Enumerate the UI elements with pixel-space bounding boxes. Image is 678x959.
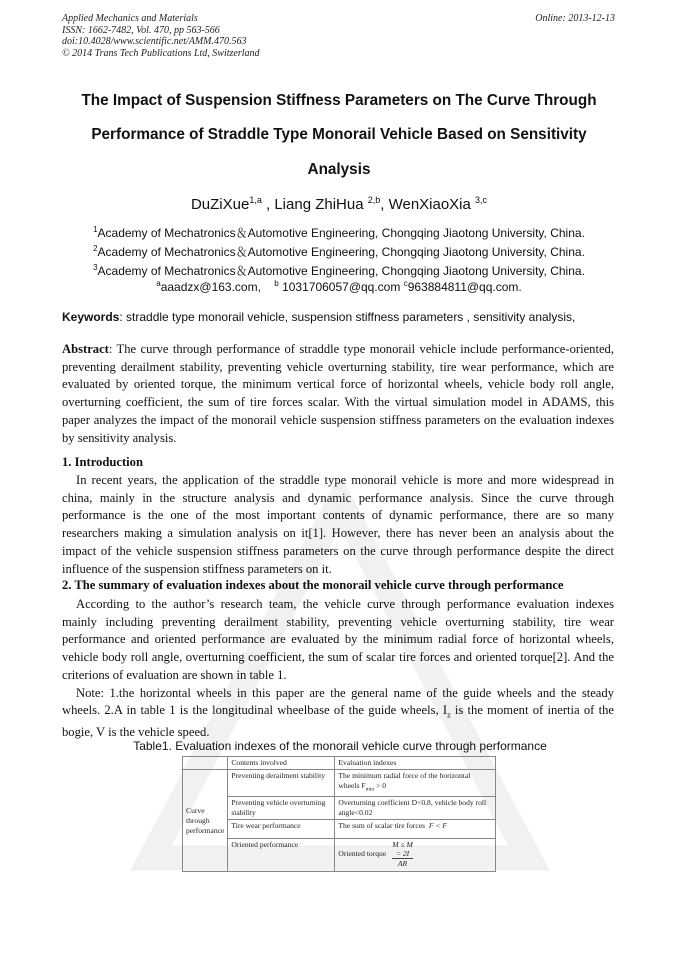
section-2-note	[62, 685, 614, 743]
table-cell	[335, 839, 496, 872]
note-text: Note: 1.the horizontal wheels in this paper are the general name of the guide wheels and the steady wheels. 2.A in table 1 is the longitudinal wheelbase of the guide wheels, I	[62, 685, 614, 718]
issn: ISSN: 1662-7482, Vol. 470, pp 563-566	[62, 24, 220, 36]
cell-text: The sum of scalar tire forces	[338, 821, 426, 830]
table-cell	[335, 770, 496, 797]
note-sub: z	[447, 710, 451, 720]
affiliation-3	[40, 262, 638, 279]
table-cell: Oriented performance	[228, 839, 335, 872]
cell-text: Oriented torque	[338, 849, 387, 858]
doi: doi:10.4028/www.scientific.net/AMM.470.563	[62, 36, 247, 47]
table-1	[182, 756, 496, 872]
affil-sup: 1	[93, 225, 98, 234]
formula-bot: AR	[397, 859, 408, 868]
table-group-cell: Curve through performance	[183, 770, 228, 872]
affil-sup: 3	[93, 263, 98, 272]
email-link[interactable]: 963884811@qq.com.	[407, 280, 522, 294]
note-text: is the moment of inertia of the bogie, V is the vehicle speed.	[62, 703, 614, 740]
affil-text: Academy of Mechatronics＆Automotive Engineering, Chongqing Jiaotong University, China.	[97, 226, 585, 240]
author-1: DuZiXue	[190, 196, 250, 213]
table-cell	[183, 757, 228, 770]
oriented-torque-formula	[392, 840, 413, 868]
author-2-sup: 2,b	[367, 195, 381, 205]
affil-sup: 2	[93, 244, 98, 253]
affiliation-2	[40, 243, 638, 260]
table-cell: Preventing vehicle overturning stability	[228, 797, 335, 820]
keywords-text: : straddle type monorail vehicle, suspension stiffness parameters , sensitivity analysis,	[119, 310, 576, 324]
table-row	[183, 797, 496, 820]
title-line-3: Analysis	[307, 161, 371, 178]
cell-text: The minimum radial force of the horizontal wheels F	[338, 771, 471, 790]
cell-formula: F < F	[428, 821, 448, 830]
keywords-label: Keywords	[62, 310, 120, 324]
cell-sub: min	[365, 786, 375, 793]
online-date: Online: 2013-12-13	[535, 13, 615, 24]
affil-text: Academy of Mechatronics＆Automotive Engineering, Chongqing Jiaotong University, China.	[97, 264, 585, 278]
table-row	[183, 820, 496, 839]
email-sup: c	[403, 279, 408, 288]
cell-text: > 0	[374, 781, 387, 790]
author-3-sup: 3,c	[475, 195, 488, 205]
section-1-body	[62, 472, 614, 578]
author-2: , Liang ZhiHua	[261, 196, 368, 213]
section-1-text: In recent years, the application of the straddle type monorail vehicle is more and more widespread in china, mainly in the structure analysis and dynamic performance analysis. Since the curve through performance is the one of the most important contents of dynamic performance, there are so many researchers making a simulation analysis on it[1]. However, there has never been an analysis about the impact of the vehicle suspension stiffness parameters on the curve through performance despite the direct influence of the suspension stiffness parameters on it.	[62, 473, 614, 576]
abstract	[62, 341, 614, 447]
abstract-label: Abstract	[62, 342, 109, 356]
title-line-2: Performance of Straddle Type Monorail Vehicle Based on Sensitivity	[91, 126, 587, 143]
email-link[interactable]: 1031706057@qq.com	[278, 280, 401, 294]
table-cell: Tire wear performance	[228, 820, 335, 839]
table-1-caption: Table1. Evaluation indexes of the monorail vehicle curve through performance	[133, 739, 547, 753]
journal-name: Applied Mechanics and Materials	[62, 13, 198, 24]
formula-top: M ≤ M	[392, 840, 413, 849]
email-sup: a	[156, 279, 161, 288]
affiliation-1	[40, 224, 638, 241]
title-line-1: The Impact of Suspension Stiffness Parameters on The Curve Through	[81, 92, 597, 109]
formula-mid: = 2I	[392, 849, 413, 859]
abstract-text: : The curve through performance of straddle type monorail vehicle include performance-oriented, preventing derailment stability, preventing vehicle overturning stability, tire wear performance, which are evaluated by oriented torque, the minimum vertical force of horizontal wheels, vehicle body roll angle, overturning coefficient, the sum of tire forces scalar. With the virtual simulation model in ADAMS, this paper analyzes the impact of the monorail vehicle suspension stiffness parameters on the evaluation indexes by sensitivity analysis.	[62, 342, 614, 445]
table-header-contents: Contents involved	[228, 757, 335, 770]
table-cell	[335, 820, 496, 839]
table-header-indexes: Evaluation indexes	[335, 757, 496, 770]
table-row	[183, 770, 496, 797]
emails	[0, 279, 678, 294]
authors	[40, 195, 638, 213]
table-row	[183, 839, 496, 872]
table-cell: Preventing derailment stability	[228, 770, 335, 797]
section-2-heading: 2. The summary of evaluation indexes about the monorail vehicle curve through performance	[62, 578, 564, 592]
section-1-heading: 1. Introduction	[62, 455, 143, 469]
table-row	[183, 757, 496, 770]
author-1-sup: 1,a	[249, 195, 262, 205]
email-sup: b	[274, 279, 279, 288]
keywords	[62, 310, 618, 324]
affil-text: Academy of Mechatronics＆Automotive Engineering, Chongqing Jiaotong University, China.	[97, 245, 585, 259]
copyright: © 2014 Trans Tech Publications Ltd, Switzerland	[62, 47, 260, 59]
email-link[interactable]: aaadzx@163.com,	[160, 280, 261, 294]
section-2-body	[62, 596, 614, 742]
section-2-text: According to the author’s research team, the vehicle curve through performance evaluation indexes mainly including preventing derailment stability, preventing vehicle overturning stability, tire wear performance and oriented performance are evaluated by the minimum radial force of horizontal wheels, vehicle body roll angle, overturning coefficient, the sum of scalar tire forces and oriented torque[2]. And the criterions of evaluation are shown in table 1.	[62, 597, 614, 682]
author-3: , WenXiaoXia	[380, 196, 476, 213]
table-cell: Overturning coefficient D<0.8, vehicle body roll angle<0.02	[335, 797, 496, 820]
journal-header	[62, 13, 260, 59]
